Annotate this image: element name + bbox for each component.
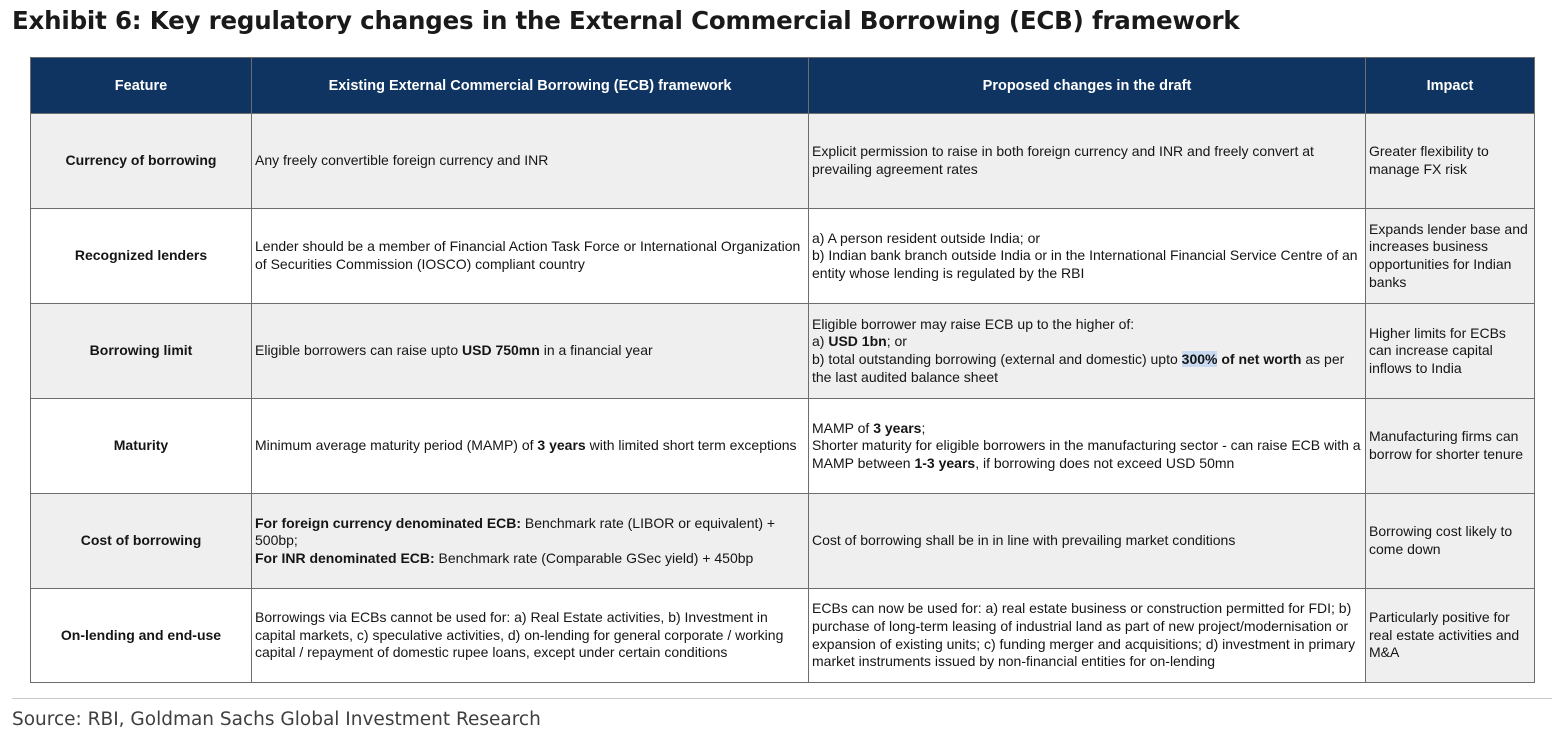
existing-cell (252, 399, 809, 494)
existing-text: Benchmark rate (LIBOR or equivalent) + 500bp; (255, 514, 776, 549)
existing-text: Minimum average maturity period (MAMP) of (255, 437, 538, 454)
proposed-cell (809, 399, 1366, 494)
proposed-line: b) Indian bank branch outside India or in the International Financial Service Centre of an entity whose lending is regulated by the RBI (812, 247, 1358, 281)
proposed-line: a) A person resident outside India; or (812, 229, 1041, 246)
table-row (31, 114, 1535, 209)
existing-cell: Borrowings via ECBs cannot be used for: a) Real Estate activities, b) Investment in capital markets, c) speculative activities, d) on-lending for general corporate / working capital / repayment of domestic rupee loans, except under certain conditions (252, 589, 809, 683)
table-row (31, 209, 1535, 304)
existing-text: Eligible borrowers can raise upto (255, 342, 462, 359)
existing-cell: Lender should be a member of Financial Action Task Force or International Organization of Securities Commission (IOSCO) compliant country (252, 209, 809, 304)
table-row (31, 399, 1535, 494)
exhibit-title: Exhibit 6: Key regulatory changes in the External Commercial Borrowing (ECB) framework (12, 6, 1240, 35)
proposed-line: Eligible borrower may raise ECB up to the higher of: (812, 315, 1135, 332)
ecb-changes-table (30, 57, 1535, 683)
proposed-text: Shorter maturity for eligible borrowers in the manufacturing sector - can raise ECB with a MAMP between (812, 437, 1361, 471)
proposed-bold: USD 1bn (828, 333, 887, 350)
proposed-cell (809, 304, 1366, 399)
existing-text: Benchmark rate (Comparable GSec yield) + 450bp (434, 549, 754, 566)
impact-cell: Expands lender base and increases business opportunities for Indian banks (1366, 209, 1535, 304)
highlighted-value: 300% (1181, 351, 1218, 367)
proposed-text: ; or (886, 333, 907, 350)
existing-text: with limited short term exceptions (585, 437, 797, 454)
proposed-text: ; (921, 419, 926, 436)
existing-bold: For INR denominated ECB: (255, 549, 435, 566)
existing-line (255, 550, 805, 568)
impact-cell: Particularly positive for real estate activities and M&A (1366, 589, 1535, 683)
header-impact: Impact (1366, 58, 1535, 114)
existing-cell (252, 304, 809, 399)
table-row (31, 589, 1535, 683)
proposed-line (812, 420, 1362, 438)
proposed-text: a) (812, 333, 829, 350)
feature-cell: Recognized lenders (31, 209, 252, 304)
existing-line (255, 515, 805, 550)
table-header-row (31, 58, 1535, 114)
proposed-bold: 1-3 years (914, 454, 976, 471)
proposed-line (812, 437, 1362, 472)
footer-divider (12, 698, 1552, 699)
impact-cell: Borrowing cost likely to come down (1366, 494, 1535, 589)
feature-cell: Maturity (31, 399, 252, 494)
impact-cell: Greater flexibility to manage FX risk (1366, 114, 1535, 209)
proposed-line (812, 351, 1362, 386)
proposed-cell: ECBs can now be used for: a) real estate business or construction permitted for FDI; b) purchase of long-term leasing of industrial land as part of new project/modernisation or expansion of existing units; c) funding merger and acquisitions; d) investment in primary market instruments issued by non-financial entities for on-lending (809, 589, 1366, 683)
existing-cell (252, 494, 809, 589)
feature-cell: Borrowing limit (31, 304, 252, 399)
impact-cell: Manufacturing firms can borrow for shorter tenure (1366, 399, 1535, 494)
feature-cell: Currency of borrowing (31, 114, 252, 209)
proposed-text: b) total outstanding borrowing (external and domestic) upto (812, 351, 1182, 367)
proposed-cell: Explicit permission to raise in both foreign currency and INR and freely convert at prevailing agreement rates (809, 114, 1366, 209)
table-row (31, 494, 1535, 589)
proposed-cell: Cost of borrowing shall be in in line with prevailing market conditions (809, 494, 1366, 589)
existing-bold: 3 years (537, 437, 586, 454)
feature-cell: Cost of borrowing (31, 494, 252, 589)
impact-cell: Higher limits for ECBs can increase capital inflows to India (1366, 304, 1535, 399)
table-row (31, 304, 1535, 399)
header-proposed: Proposed changes in the draft (809, 58, 1366, 114)
proposed-bold: of net worth (1217, 351, 1302, 367)
header-existing: Existing External Commercial Borrowing (ECB) framework (252, 58, 809, 114)
header-feature: Feature (31, 58, 252, 114)
existing-bold: USD 750mn (462, 342, 540, 359)
feature-cell: On-lending and end-use (31, 589, 252, 683)
proposed-line (812, 333, 1362, 351)
proposed-bold: 3 years (873, 419, 922, 436)
source-note: Source: RBI, Goldman Sachs Global Investment Research (12, 709, 541, 730)
proposed-text: MAMP of (812, 419, 874, 436)
proposed-text: , if borrowing does not exceed USD 50mn (975, 454, 1235, 471)
existing-bold: For foreign currency denominated ECB: (255, 514, 522, 531)
proposed-cell (809, 209, 1366, 304)
existing-cell: Any freely convertible foreign currency and INR (252, 114, 809, 209)
proposed-text: as per the last audited balance sheet (812, 351, 1345, 385)
existing-text: in a financial year (539, 342, 653, 359)
